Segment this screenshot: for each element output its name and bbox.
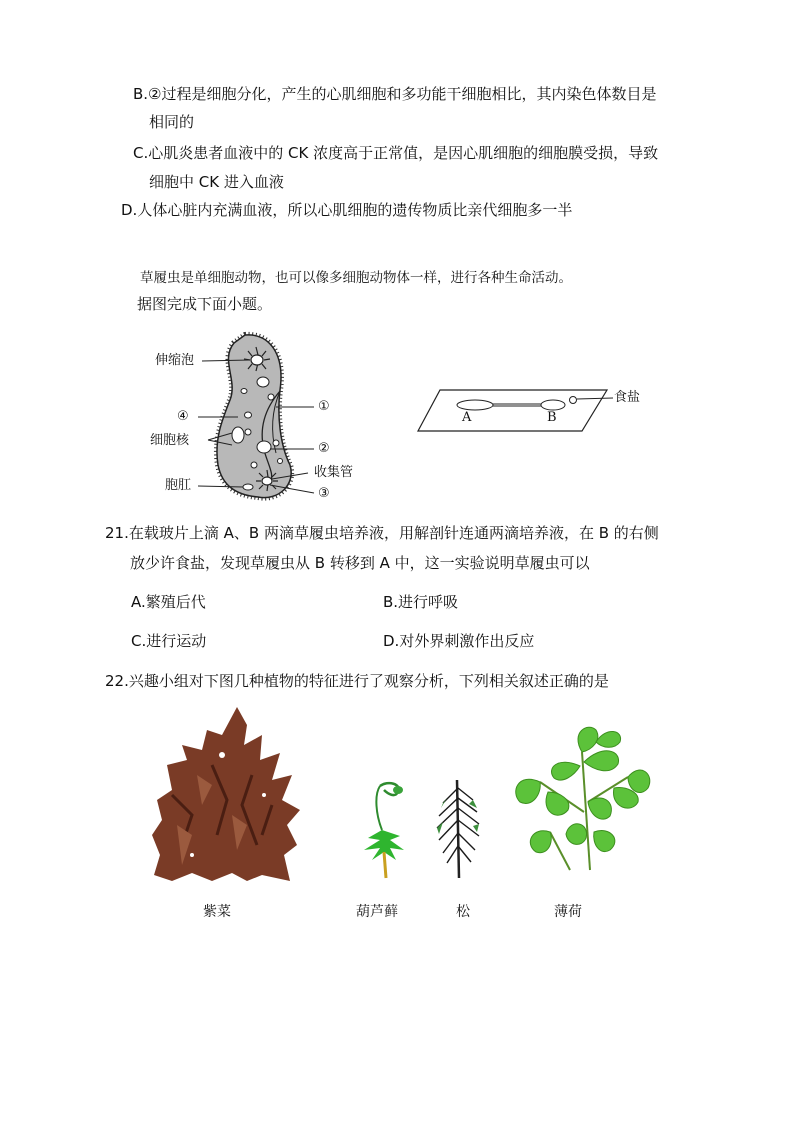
mint-image	[510, 722, 655, 872]
label-anal-pore: 胞肛	[165, 478, 192, 493]
slide-label-salt: 食盐	[614, 390, 641, 405]
caption-mint: 薄荷	[554, 904, 582, 920]
option-b-line1: B.②过程是细胞分化，产生的心肌细胞和多功能干细胞相比，其内染色体数目是	[133, 85, 657, 103]
slide-diagram	[415, 385, 625, 435]
label-nucleus: 细胞核	[150, 433, 190, 448]
caption-moss: 葫芦藓	[356, 904, 398, 920]
label-num4: ④	[177, 409, 189, 424]
intro-line1: 草履虫是单细胞动物，也可以像多细胞动物体一样，进行各种生命活动。	[140, 270, 572, 286]
label-num3: ③	[318, 486, 330, 501]
caption-laver: 紫菜	[203, 904, 231, 920]
q21-line1: 21.在载玻片上滴 A、B 两滴草履虫培养液，用解剖针连通两滴培养液，在 B 的右侧	[105, 524, 659, 542]
q21-option-d: D.对外界刺激作出反应	[383, 632, 535, 650]
label-collecting-canal: 收集管	[314, 465, 354, 480]
laver-image	[152, 705, 302, 883]
option-c-line2: 细胞中 CK 进入血液	[149, 173, 284, 191]
option-b-line2: 相同的	[149, 113, 195, 131]
label-num1: ①	[318, 399, 330, 414]
intro-line2: 据图完成下面小题。	[137, 295, 273, 313]
label-num2: ②	[318, 441, 330, 456]
q21-option-b: B.进行呼吸	[383, 593, 459, 611]
q22-line1: 22.兴趣小组对下图几种植物的特征进行了观察分析，下列相关叙述正确的是	[105, 672, 609, 690]
slide-label-b: B	[547, 410, 557, 425]
slide-label-a: A	[462, 410, 472, 425]
q21-option-a: A.繁殖后代	[131, 593, 206, 611]
pine-image	[433, 778, 483, 880]
option-c-line1: C.心肌炎患者血液中的 CK 浓度高于正常值，是因心肌细胞的细胞膜受损，导致	[133, 144, 659, 162]
label-contractile-vacuole: 伸缩泡	[155, 353, 195, 368]
q21-option-c: C.进行运动	[131, 632, 207, 650]
option-d-line1: D.人体心脏内充满血液，所以心肌细胞的遗传物质比亲代细胞多一半	[121, 201, 573, 219]
moss-image	[358, 780, 410, 880]
caption-pine: 松	[456, 904, 470, 920]
q21-line2: 放少许食盐，发现草履虫从 B 转移到 A 中，这一实验说明草履虫可以	[130, 554, 590, 572]
